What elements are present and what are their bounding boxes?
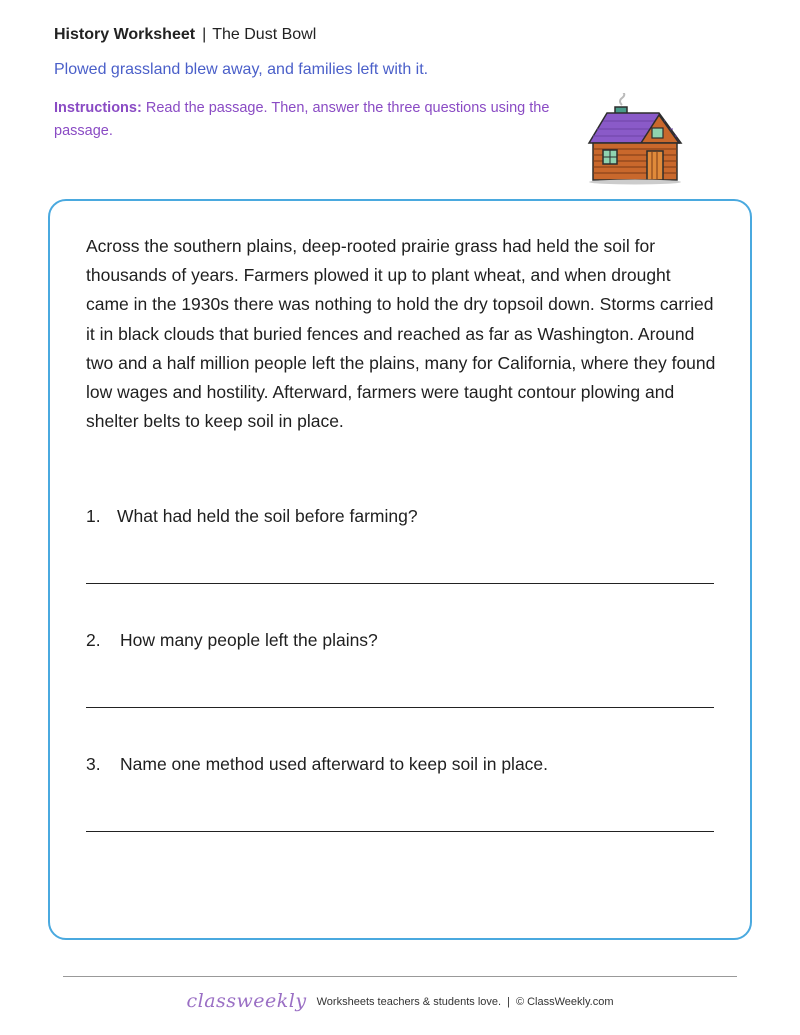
- question-text: How many people left the plains?: [120, 630, 378, 650]
- worksheet-tagline: Plowed grassland blew away, and families left with it.: [54, 61, 429, 78]
- question-number: 1.: [86, 506, 101, 526]
- footer-copyright: © ClassWeekly.com: [515, 996, 614, 1008]
- worksheet-topic: The Dust Bowl: [212, 26, 317, 43]
- instructions-text: Read the passage. Then, answer the three questions using the passage.: [54, 100, 550, 139]
- answer-line-1[interactable]: [86, 583, 714, 584]
- footer-slogan: Worksheets teachers & students love.: [316, 996, 502, 1008]
- page-footer: [0, 990, 800, 1012]
- instructions-lead: Instructions:: [54, 100, 142, 116]
- question-number: 2.: [86, 630, 101, 650]
- question-1: [86, 506, 418, 527]
- question-text: What had held the soil before farming?: [117, 506, 418, 526]
- worksheet-subject: History Worksheet: [54, 26, 196, 43]
- header-separator: |: [202, 26, 207, 43]
- worksheet-header: [54, 26, 316, 44]
- answer-line-2[interactable]: [86, 707, 714, 708]
- footer-divider: [63, 976, 737, 977]
- brand-logo: classweekly: [186, 990, 307, 1012]
- question-text: Name one method used afterward to keep soil in place.: [120, 754, 549, 774]
- reading-passage: Across the southern plains, deep-rooted prairie grass had held the soil for thousands of years. Farmers plowed it up to plant wheat, and when drought came in the 1930s there was nothing to hold the dry topsoil down. Storms carried it in black clouds that buried fences and reached as far as Washington. Around two and a half million people left the plains, many for California, where they found low wages and hostility. Afterward, farmers were taught contour plowing and shelter belts to keep soil in place.: [86, 236, 716, 432]
- question-3: [86, 754, 548, 775]
- question-2: [86, 630, 378, 651]
- instructions: [54, 97, 574, 143]
- question-number: 3.: [86, 754, 101, 774]
- log-cabin-icon: [585, 93, 685, 185]
- answer-line-3[interactable]: [86, 831, 714, 832]
- footer-separator: |: [507, 996, 510, 1008]
